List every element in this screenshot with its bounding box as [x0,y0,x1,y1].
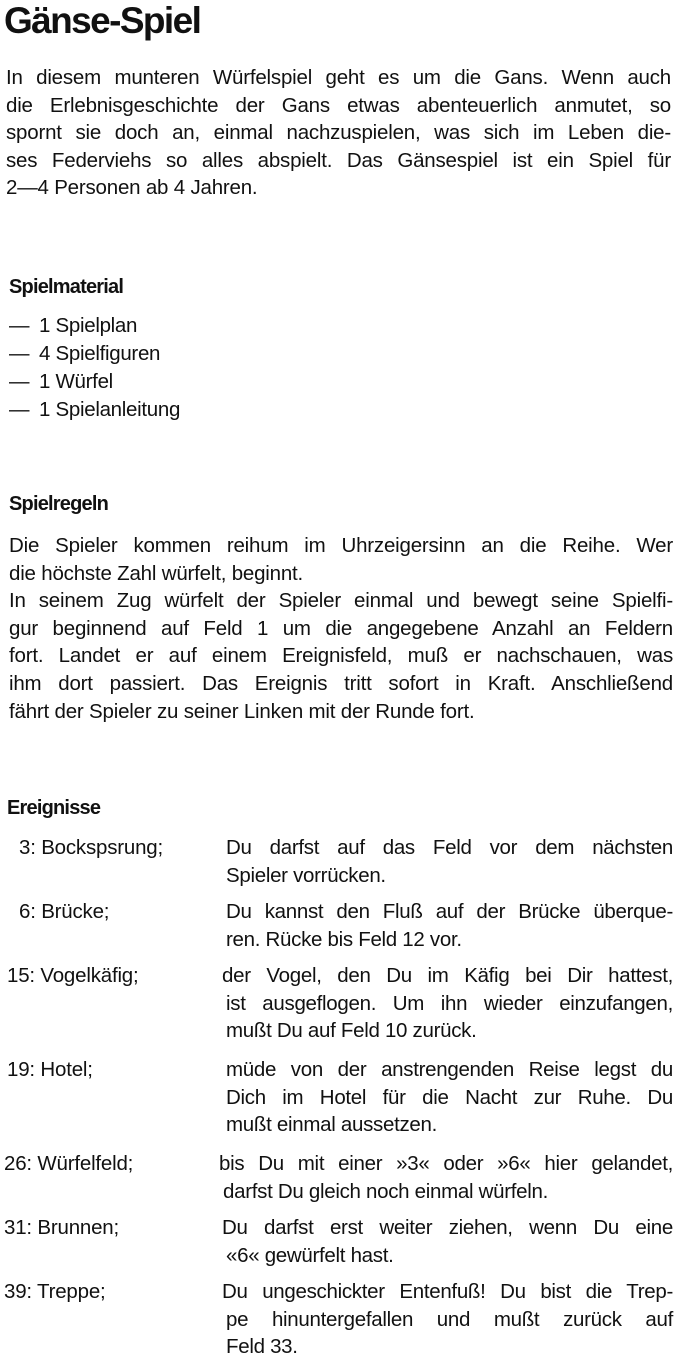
event-description: Du ungeschickter Entenfuß! Du bist die Trep- pe hinuntergefallen und mußt zurück auf Feld 33. [222,1280,673,1359]
material-item: — 1 Würfel [9,368,180,396]
intro-paragraph [6,64,671,202]
event-description: bis Du mit einer »3« oder »6« hier gelandet, darfst Du gleich noch einmal würfeln. [219,1152,673,1203]
event-description: Du darfst erst weiter ziehen, wenn Du eine «6« gewürfelt hast. [222,1216,673,1267]
dash-bullet: — [9,314,30,337]
event-description: der Vogel, den Du im Käfig bei Dir hattest, ist ausgeflogen. Um ihn wieder einzufangen, mußt Du auf Feld 10 zurück. [222,964,673,1043]
event-description: Du darfst auf das Feld vor dem nächsten Spieler vorrücken. [226,836,673,887]
material-item: — 1 Spielanleitung [9,396,180,424]
event-label: 39: Treppe; [4,1280,106,1303]
rules-line: Die Spieler kommen reihum im Uhrzeigersinn an die Reihe. Wer [9,534,673,557]
rules-line: ihm dort passiert. Das Ereignis tritt sofort in Kraft. Anschließend [9,671,673,695]
event-label: 19: Hotel; [7,1058,93,1081]
event-label: 31: Brunnen; [4,1216,119,1239]
material-item: — 4 Spielfiguren [9,340,180,368]
intro-line: ses Federviehs so alles abspielt. Das Gänsespiel ist ein Spiel für [6,148,671,172]
event-description: Du kannst den Fluß auf der Brücke überque- ren. Rücke bis Feld 12 vor. [226,900,673,951]
dash-bullet: — [9,370,30,393]
event-label: 15: Vogelkäfig; [7,964,139,987]
rules-line: fährt der Spieler zu seiner Linken mit der Runde fort. [9,699,475,723]
intro-line: In diesem munteren Würfelspiel geht es um die Gans. Wenn auch [6,66,671,89]
rules-heading: Spielregeln [9,493,109,515]
intro-line: spornt sie doch an, einmal nachzuspielen, was sich im Leben die- [6,121,671,145]
event-label: 26: Würfelfeld; [4,1152,134,1175]
intro-line: die Erlebnisgeschichte der Gans etwas abenteuerlich anmutet, so [6,93,671,117]
dash-bullet: — [9,342,30,365]
rules-paragraph [9,532,673,725]
events-heading: Ereignisse [7,797,101,819]
intro-line: 2—4 Personen ab 4 Jahren. [6,176,258,200]
event-label: 3: Bockspsrung; [19,836,163,859]
material-item: — 1 Spielplan [9,312,180,340]
material-heading: Spielmaterial [9,276,124,298]
rules-line: gur beginnend auf Feld 1 um die angegebene Anzahl an Feldern [9,616,673,640]
rules-line: fort. Landet er auf einem Ereignisfeld, muß er nachschauen, was [9,644,673,668]
rules-line: die höchste Zahl würfelt, beginnt. [9,561,304,585]
event-description: müde von der anstrengenden Reise legst du Dich im Hotel für die Nacht zur Ruhe. Du mußt einmal aussetzen. [226,1058,673,1137]
material-list [9,312,180,424]
event-label: 6: Brücke; [19,900,110,923]
page-title: Gänse-Spiel [4,0,201,41]
rules-line: In seinem Zug würfelt der Spieler einmal und bewegt seine Spielfi- [9,589,673,613]
dash-bullet: — [9,398,30,421]
